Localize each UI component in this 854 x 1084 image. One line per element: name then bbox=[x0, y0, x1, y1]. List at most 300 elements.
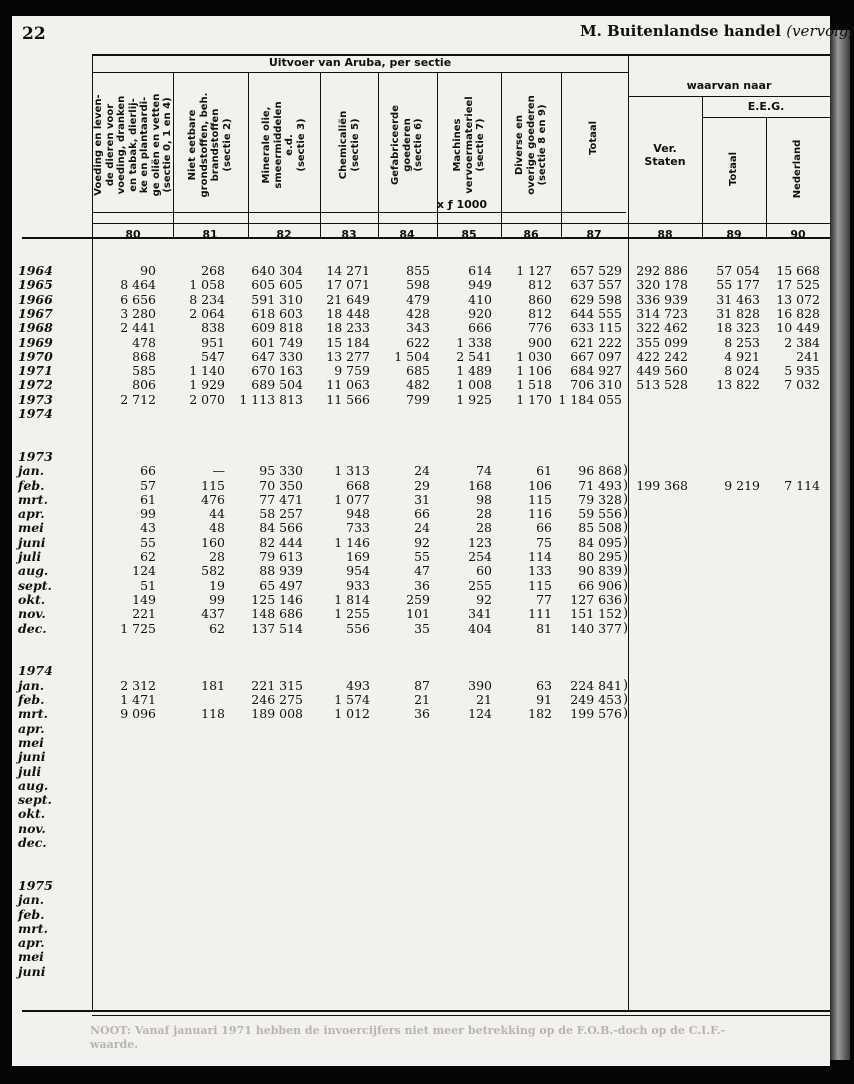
table-cell: 18 448 bbox=[326, 305, 370, 321]
col-divider bbox=[378, 72, 379, 238]
row-label: juli bbox=[18, 763, 42, 779]
header-line: smeermiddelen bbox=[272, 101, 284, 189]
brace-mark: ) bbox=[623, 577, 629, 593]
document-page bbox=[12, 16, 854, 1066]
table-cell: 17 525 bbox=[776, 277, 820, 293]
table-cell: 11 566 bbox=[326, 391, 370, 407]
row-label: jan. bbox=[18, 677, 45, 693]
table-cell: 80 295 bbox=[578, 549, 622, 564]
table-cell: 28 bbox=[209, 549, 225, 564]
table-cell: 868 bbox=[132, 348, 156, 364]
unit-label: x ƒ 1000 bbox=[436, 198, 488, 211]
table-cell: 51 bbox=[140, 577, 156, 593]
table-cell: 647 330 bbox=[251, 348, 303, 364]
header-line: (sectie 3) bbox=[295, 118, 307, 172]
row-label: mrt. bbox=[18, 491, 48, 507]
table-cell: 169 bbox=[346, 549, 370, 564]
table-cell: 644 555 bbox=[570, 305, 622, 321]
table-cell: 71 493 bbox=[578, 477, 622, 493]
table-cell: 404 bbox=[468, 620, 492, 636]
table-cell: 1 058 bbox=[189, 277, 225, 293]
row-label: mrt. bbox=[18, 920, 48, 936]
header-line: grondstoffen, beh. bbox=[198, 92, 210, 198]
header-line: voeding, dranken bbox=[115, 95, 127, 195]
eeg-header: E.E.G. bbox=[747, 100, 785, 113]
table-cell: 82 444 bbox=[259, 534, 303, 550]
section-header bbox=[187, 80, 233, 210]
table-cell: 241 bbox=[796, 348, 820, 364]
brace-mark: ) bbox=[623, 563, 629, 579]
table-cell: 127 636 bbox=[570, 591, 622, 607]
table-cell: 111 bbox=[528, 606, 552, 622]
row-label: 1974 bbox=[18, 406, 53, 421]
table-cell: 336 939 bbox=[636, 291, 688, 307]
table-cell: 1 255 bbox=[334, 606, 370, 622]
table-cell: 65 497 bbox=[259, 577, 303, 593]
table-cell: 259 bbox=[406, 591, 430, 607]
table-cell: 149 bbox=[132, 591, 156, 607]
header-line: e.d. bbox=[284, 134, 295, 156]
table-cell: 482 bbox=[406, 377, 430, 393]
table-cell: 621 222 bbox=[570, 334, 622, 350]
table-cell: 118 bbox=[201, 706, 225, 722]
table-cell: 949 bbox=[468, 277, 492, 293]
table-cell: 9 759 bbox=[334, 363, 370, 379]
header-line: (sectie 2) bbox=[221, 118, 233, 172]
table-cell: 123 bbox=[468, 534, 492, 550]
table-cell: 92 bbox=[476, 591, 492, 607]
table-cell: 88 939 bbox=[259, 563, 303, 579]
table-cell: 322 462 bbox=[636, 320, 688, 336]
table-cell: 2 070 bbox=[189, 391, 225, 407]
table-cell: 99 bbox=[209, 591, 225, 607]
row-label: mrt. bbox=[18, 706, 48, 722]
brace-mark: ) bbox=[623, 463, 629, 479]
table-cell: 60 bbox=[476, 563, 492, 579]
header-line: brandstoffen bbox=[210, 108, 221, 182]
table-cell: 838 bbox=[201, 320, 225, 336]
page-number: 22 bbox=[22, 24, 46, 44]
table-cell: 84 095 bbox=[578, 534, 622, 550]
table-cell: 101 bbox=[406, 606, 430, 622]
table-cell: 2 064 bbox=[189, 305, 225, 321]
group-title: Uitvoer van Aruba, per sectie bbox=[268, 56, 452, 69]
table-cell: 2 541 bbox=[456, 348, 492, 364]
table-cell: 1 814 bbox=[334, 591, 370, 607]
col-divider bbox=[248, 72, 249, 238]
col-divider bbox=[561, 72, 562, 238]
table-cell: 13 822 bbox=[716, 377, 760, 393]
table-cell: 1 929 bbox=[189, 377, 225, 393]
table-cell: 7 114 bbox=[784, 477, 820, 493]
table-cell: 59 556 bbox=[578, 506, 622, 522]
table-cell: 29 bbox=[414, 477, 430, 493]
row-label: aug. bbox=[18, 777, 49, 793]
table-cell: 28 bbox=[476, 506, 492, 522]
row-label: dec. bbox=[18, 620, 47, 636]
table-cell: 181 bbox=[201, 677, 225, 693]
brace-mark: ) bbox=[623, 520, 629, 536]
row-label: 1964 bbox=[18, 263, 53, 278]
table-cell: 58 257 bbox=[259, 506, 303, 522]
table-cell: 66 906 bbox=[578, 577, 622, 593]
section-header bbox=[792, 122, 804, 216]
table-cell: 733 bbox=[346, 520, 370, 536]
table-cell: 8 234 bbox=[189, 291, 225, 307]
column-number: 89 bbox=[726, 228, 742, 241]
table-cell: 1 574 bbox=[334, 692, 370, 707]
table-cell: 90 839 bbox=[578, 563, 622, 579]
brace-mark: ) bbox=[623, 491, 629, 507]
column-number: 90 bbox=[790, 228, 806, 241]
section-header bbox=[261, 80, 307, 210]
table-cell: 547 bbox=[201, 348, 225, 364]
table-cell: 114 bbox=[528, 549, 552, 564]
table-cell: 77 bbox=[536, 591, 552, 607]
table-cell: 341 bbox=[468, 606, 492, 622]
header-line: Totaal bbox=[728, 151, 740, 187]
table-cell: 85 508 bbox=[578, 520, 622, 536]
table-cell: 28 bbox=[476, 520, 492, 536]
table-cell: 1 338 bbox=[456, 334, 492, 350]
colno-top-rule bbox=[92, 223, 830, 224]
table-cell: 125 146 bbox=[251, 591, 303, 607]
table-cell: 585 bbox=[132, 363, 156, 379]
table-cell: 689 504 bbox=[251, 377, 303, 393]
table-cell: 36 bbox=[414, 706, 430, 722]
table-cell: 21 bbox=[414, 692, 430, 707]
table-cell: 9 096 bbox=[120, 706, 156, 722]
row-label: sept. bbox=[18, 792, 52, 808]
table-cell: 320 178 bbox=[636, 277, 688, 293]
table-cell: 199 576 bbox=[570, 706, 622, 722]
header-line: ke en plantaardi- bbox=[138, 96, 150, 194]
row-label: 1975 bbox=[18, 877, 53, 893]
brace-mark: ) bbox=[623, 591, 629, 607]
table-cell: 21 bbox=[476, 692, 492, 707]
table-cell: 1 313 bbox=[334, 463, 370, 479]
table-cell: 1 518 bbox=[516, 377, 552, 393]
section-header bbox=[728, 122, 740, 216]
table-cell: 124 bbox=[132, 563, 156, 579]
col-divider bbox=[320, 72, 321, 238]
table-cell: 199 368 bbox=[636, 477, 688, 493]
waarvan-header: waarvan naar bbox=[686, 79, 772, 92]
table-cell: 106 bbox=[528, 477, 552, 493]
col-divider bbox=[437, 72, 438, 238]
table-cell: 1 504 bbox=[394, 348, 430, 364]
table-cell: 75 bbox=[536, 534, 552, 550]
header-line: de dieren voor bbox=[104, 103, 116, 187]
column-number: 85 bbox=[461, 228, 477, 241]
table-cell: 5 935 bbox=[784, 363, 820, 379]
table-cell: 79 613 bbox=[259, 549, 303, 564]
table-cell: 18 233 bbox=[326, 320, 370, 336]
table-cell: 684 927 bbox=[570, 363, 622, 379]
header-line: (sectie 7) bbox=[474, 118, 486, 172]
table-cell: 670 163 bbox=[251, 363, 303, 379]
header-line: Totaal bbox=[588, 120, 600, 156]
table-cell: 63 bbox=[536, 677, 552, 693]
table-cell: 148 686 bbox=[251, 606, 303, 622]
row-label: jan. bbox=[18, 892, 45, 908]
row-label: juni bbox=[18, 534, 46, 550]
row-label: feb. bbox=[18, 477, 45, 493]
table-cell: 951 bbox=[201, 334, 225, 350]
row-label: okt. bbox=[18, 806, 46, 822]
table-cell: 933 bbox=[346, 577, 370, 593]
header-line: vervoermaterieel bbox=[463, 96, 475, 194]
table-cell: 124 bbox=[468, 706, 492, 722]
row-label: 1965 bbox=[18, 277, 53, 293]
table-cell: 13 072 bbox=[776, 291, 820, 307]
header-line: Ver. bbox=[653, 142, 677, 155]
row-label: apr. bbox=[18, 935, 45, 951]
header-line: Gefabriceerde bbox=[389, 105, 401, 185]
table-cell: 900 bbox=[528, 334, 552, 350]
table-cell: 115 bbox=[528, 491, 552, 507]
table-cell: 31 828 bbox=[716, 305, 760, 321]
table-cell: 1 127 bbox=[516, 263, 552, 278]
table-cell: 622 bbox=[406, 334, 430, 350]
table-cell: 66 bbox=[536, 520, 552, 536]
section-header bbox=[338, 80, 361, 210]
row-label: okt. bbox=[18, 591, 46, 607]
row-label: 1966 bbox=[18, 291, 53, 307]
table-cell: 44 bbox=[209, 506, 225, 522]
row-label: mei bbox=[18, 949, 44, 965]
row-label: 1972 bbox=[18, 377, 53, 393]
table-cell: 55 bbox=[414, 549, 430, 564]
table-cell: 62 bbox=[209, 620, 225, 636]
table-cell: 390 bbox=[468, 677, 492, 693]
table-bottom-rule-thin bbox=[92, 1015, 830, 1016]
table-cell: 16 828 bbox=[776, 305, 820, 321]
table-cell: 601 749 bbox=[251, 334, 303, 350]
col-divider bbox=[766, 117, 767, 238]
table-cell: 8 464 bbox=[120, 277, 156, 293]
table-cell: 13 277 bbox=[326, 348, 370, 364]
table-cell: 168 bbox=[468, 477, 492, 493]
table-cell: 637 557 bbox=[570, 277, 622, 293]
table-cell: 812 bbox=[528, 305, 552, 321]
table-cell: 140 377 bbox=[570, 620, 622, 636]
header-line: Chemicaliën bbox=[337, 110, 349, 180]
table-cell: 90 bbox=[140, 263, 156, 278]
brace-mark: ) bbox=[623, 677, 629, 693]
table-cell: 66 bbox=[414, 506, 430, 522]
table-cell: 1 030 bbox=[516, 348, 552, 364]
table-cell: 598 bbox=[406, 277, 430, 293]
section-header bbox=[452, 80, 487, 210]
table-cell: 70 350 bbox=[259, 477, 303, 493]
table-cell: 182 bbox=[528, 706, 552, 722]
table-cell: 1 170 bbox=[516, 391, 552, 407]
column-number: 83 bbox=[341, 228, 357, 241]
header-line: (sectie 6) bbox=[412, 118, 424, 172]
header-line: Minerale olie, bbox=[261, 106, 272, 184]
table-cell: 776 bbox=[528, 320, 552, 336]
table-cell: 66 bbox=[140, 463, 156, 479]
table-cell: 81 bbox=[536, 620, 552, 636]
row-label: 1973 bbox=[18, 448, 53, 464]
table-cell: 189 008 bbox=[251, 706, 303, 722]
header-line: (sectie 8 en 9) bbox=[536, 104, 548, 186]
row-label: 1967 bbox=[18, 305, 53, 321]
column-number: 86 bbox=[523, 228, 539, 241]
table-cell: 614 bbox=[468, 263, 492, 278]
table-cell: 61 bbox=[536, 463, 552, 479]
table-cell: 61 bbox=[140, 491, 156, 507]
table-cell: 11 063 bbox=[326, 377, 370, 393]
brace-mark: ) bbox=[623, 549, 629, 564]
table-cell: 47 bbox=[414, 563, 430, 579]
table-cell: 948 bbox=[346, 506, 370, 522]
table-cell: 629 598 bbox=[570, 291, 622, 307]
header-line: goederen bbox=[401, 118, 413, 172]
table-cell: 591 310 bbox=[251, 291, 303, 307]
table-cell: 221 bbox=[132, 606, 156, 622]
table-cell: 1 146 bbox=[334, 534, 370, 550]
brace-mark: ) bbox=[623, 506, 629, 522]
table-cell: 657 529 bbox=[570, 263, 622, 278]
table-cell: 428 bbox=[406, 305, 430, 321]
header-line: ge oliën en vetten bbox=[150, 93, 162, 197]
row-label: apr. bbox=[18, 720, 45, 736]
table-cell: 84 566 bbox=[259, 520, 303, 536]
header-line: Staten bbox=[644, 154, 686, 168]
table-cell: 18 323 bbox=[716, 320, 760, 336]
row-label: nov. bbox=[18, 606, 46, 622]
table-cell: 640 304 bbox=[251, 263, 303, 278]
table-cell: 1 106 bbox=[516, 363, 552, 379]
col-divider bbox=[628, 54, 629, 1012]
waarvan-rule bbox=[628, 96, 830, 97]
bleed-through-note: NOOT: Vanaf januari 1971 hebben de invoercijfers niet meer betrekking op de F.O.B.-doch op de C.I.F.-waarde. bbox=[90, 1024, 726, 1051]
table-cell: 2 384 bbox=[784, 334, 820, 350]
row-label: juni bbox=[18, 749, 46, 765]
column-number: 87 bbox=[586, 228, 602, 241]
table-cell: 493 bbox=[346, 677, 370, 693]
table-cell: 806 bbox=[132, 377, 156, 393]
table-cell: 478 bbox=[132, 334, 156, 350]
table-cell: 812 bbox=[528, 277, 552, 293]
table-cell: 706 310 bbox=[570, 377, 622, 393]
row-label: feb. bbox=[18, 692, 45, 707]
table-cell: 255 bbox=[468, 577, 492, 593]
row-label: sept. bbox=[18, 577, 52, 593]
row-label: 1968 bbox=[18, 320, 53, 336]
table-cell: 15 184 bbox=[326, 334, 370, 350]
row-label: 1969 bbox=[18, 334, 53, 350]
table-cell: 9 219 bbox=[724, 477, 760, 493]
table-cell: 476 bbox=[201, 491, 225, 507]
section-header bbox=[390, 80, 425, 210]
table-cell: 55 bbox=[140, 534, 156, 550]
table-cell: 954 bbox=[346, 563, 370, 579]
table-cell: 31 463 bbox=[716, 291, 760, 307]
table-cell: 2 712 bbox=[120, 391, 156, 407]
table-cell: 1 008 bbox=[456, 377, 492, 393]
section-header bbox=[93, 80, 174, 210]
table-cell: 14 271 bbox=[326, 263, 370, 278]
table-cell: 513 528 bbox=[636, 377, 688, 393]
row-label: dec. bbox=[18, 835, 47, 850]
table-cell: 314 723 bbox=[636, 305, 688, 321]
table-cell: 292 886 bbox=[636, 263, 688, 278]
table-cell: 43 bbox=[140, 520, 156, 536]
table-cell: 1 489 bbox=[456, 363, 492, 379]
table-cell: 1 012 bbox=[334, 706, 370, 722]
table-cell: 55 177 bbox=[716, 277, 760, 293]
header-line: Diverse en bbox=[513, 114, 525, 176]
top-rule bbox=[92, 54, 830, 56]
row-label: 1973 bbox=[18, 391, 53, 407]
table-cell: 860 bbox=[528, 291, 552, 307]
table-cell: 79 328 bbox=[578, 491, 622, 507]
row-label: apr. bbox=[18, 506, 45, 522]
brace-mark: ) bbox=[623, 692, 629, 707]
table-cell: 855 bbox=[406, 263, 430, 278]
table-cell: 668 bbox=[346, 477, 370, 493]
table-cell: 15 668 bbox=[776, 263, 820, 278]
section-header bbox=[514, 80, 549, 210]
table-cell: 2 312 bbox=[120, 677, 156, 693]
table-cell: 1 140 bbox=[189, 363, 225, 379]
table-cell: 920 bbox=[468, 305, 492, 321]
table-cell: 799 bbox=[406, 391, 430, 407]
table-cell: 1 725 bbox=[120, 620, 156, 636]
row-label: aug. bbox=[18, 563, 49, 579]
col-divider bbox=[702, 96, 703, 238]
table-cell: 343 bbox=[406, 320, 430, 336]
table-cell: 8 253 bbox=[724, 334, 760, 350]
column-number: 82 bbox=[276, 228, 292, 241]
table-cell: 556 bbox=[346, 620, 370, 636]
table-cell: 19 bbox=[209, 577, 225, 593]
table-cell: 137 514 bbox=[251, 620, 303, 636]
header-line: en tabak, dierlij- bbox=[127, 98, 139, 192]
table-cell: 618 603 bbox=[251, 305, 303, 321]
table-cell: 10 449 bbox=[776, 320, 820, 336]
row-label: nov. bbox=[18, 820, 46, 836]
table-cell: 1 471 bbox=[120, 692, 156, 707]
row-label: feb. bbox=[18, 906, 45, 922]
table-cell: 98 bbox=[476, 491, 492, 507]
table-cell: 4 921 bbox=[724, 348, 760, 364]
table-cell: 479 bbox=[406, 291, 430, 307]
header-ver-staten bbox=[628, 143, 702, 168]
table-cell: 221 315 bbox=[251, 677, 303, 693]
table-cell: 249 453 bbox=[570, 692, 622, 707]
table-cell: 36 bbox=[414, 577, 430, 593]
table-cell: 3 280 bbox=[120, 305, 156, 321]
header-line: Voeding en leven- bbox=[92, 94, 104, 196]
table-cell: 410 bbox=[468, 291, 492, 307]
table-cell: 6 656 bbox=[120, 291, 156, 307]
table-cell: 115 bbox=[528, 577, 552, 593]
table-cell: 77 471 bbox=[259, 491, 303, 507]
header-line: (sectie 0, 1 en 4) bbox=[161, 97, 173, 193]
table-cell: 667 097 bbox=[570, 348, 622, 364]
header-line: Niet eetbare bbox=[187, 109, 198, 181]
row-label: 1971 bbox=[18, 363, 53, 379]
table-cell: 609 818 bbox=[251, 320, 303, 336]
table-cell: 160 bbox=[201, 534, 225, 550]
table-cell: 151 152 bbox=[570, 606, 622, 622]
table-cell: 2 441 bbox=[120, 320, 156, 336]
row-label: mei bbox=[18, 734, 44, 750]
